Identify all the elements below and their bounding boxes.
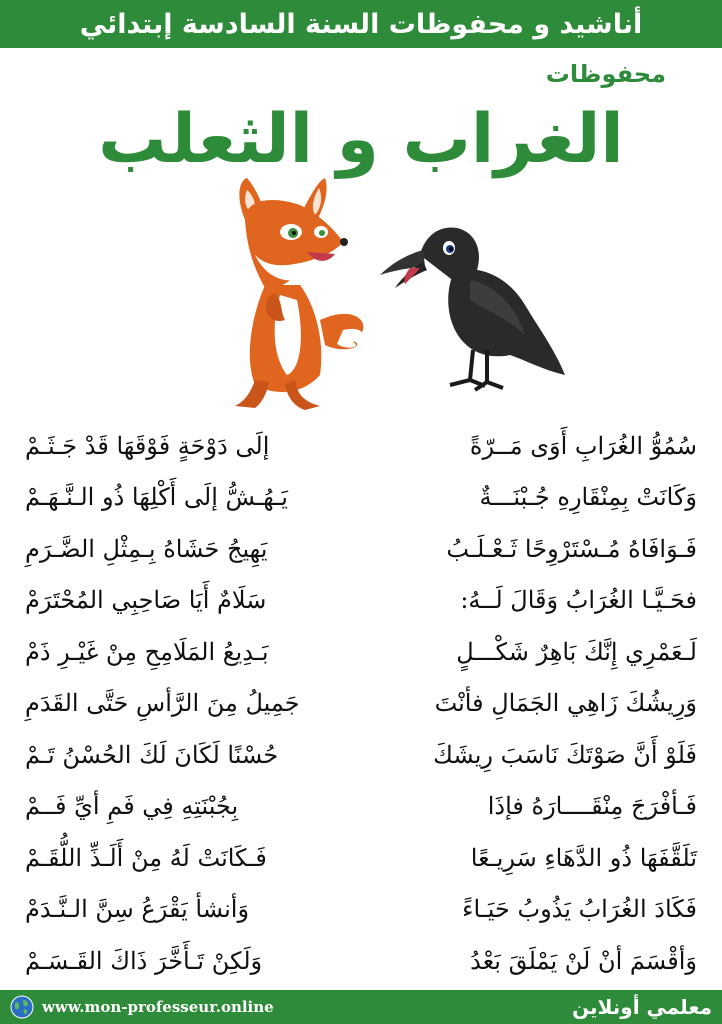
category-label: محفوظات [545, 60, 666, 88]
globe-icon [10, 995, 34, 1019]
footer-bar [0, 990, 722, 1024]
verse [25, 526, 697, 571]
verse-first-hemistich: وَرِيشُكَ زَاهِي الجَمَالِ فأنْتَ [434, 689, 697, 717]
verse [25, 784, 697, 829]
verse-second-hemistich: جَمِيلُ مِنَ الرَّأسِ حَتَّى القَدَمِ [25, 689, 300, 717]
verse-second-hemistich: سَلَامٌ أَيَا صَاحِبِي المُحْتَرَمْ [25, 586, 267, 614]
verse-second-hemistich: بِجُبْنَتِهِ فِي فَمِ أيِّ فَــمْ [25, 792, 239, 820]
verse-first-hemistich: فَكَادَ الغُرَابُ يَذُوبُ حَيَـاءً [462, 895, 697, 923]
verse [25, 475, 697, 520]
verse-first-hemistich: لَـعَمْرِي إِنَّكَ بَاهِرٌ شَكْـــلٍ [456, 637, 697, 666]
verse [25, 887, 697, 932]
top-banner [0, 0, 722, 48]
illustration [225, 170, 570, 415]
banner-text: أناشيد و محفوظات السنة السادسة إبتدائي [79, 8, 643, 40]
verse-first-hemistich: فَـوَافَاهُ مُـسْتَرْوِحًا ثَـعْـلَـبُ [446, 534, 697, 563]
verse [25, 938, 697, 983]
page-title: الغراب و الثعلب [98, 100, 624, 179]
verse-first-hemistich: فَـأفْرَجَ مِنْقَــــارَهُ فإذَا [487, 792, 697, 820]
verse-first-hemistich: تَلَقَّفَهَا ذُو الدَّهَاءِ سَرِيـعًا [470, 843, 697, 872]
verse-first-hemistich: وَكَانَتْ بِمِنْقَارِهِ جُـبْنَـــةٌ [479, 483, 697, 511]
verse-second-hemistich: يَـهُـشُّ إلَى أَكْلِهَا ذُو الـنَّـهَـمْ [25, 483, 288, 511]
verse-first-hemistich: فَلَوْ أَنَّ صَوْتَكَ نَاسَبَ رِيشَكَ [433, 740, 697, 769]
verse-second-hemistich: فَـكَانَتْ لَهُ مِنْ أَلَـذِّ اللُّقَـمْ [25, 843, 267, 872]
verse-first-hemistich: فحَـيَّـا الغُرَابُ وَقَالَ لَــهُ: [460, 586, 697, 614]
verse-second-hemistich: إلَى دَوْحَةٍ فَوْقَهَا قَدْ جَـثَـمْ [25, 431, 270, 460]
verse [25, 423, 697, 468]
verse [25, 629, 697, 674]
verse [25, 681, 697, 726]
crow-illustration [380, 227, 565, 390]
verse-second-hemistich: وَلَكِنْ تَـأَخَّرَ ذَاكَ القَـسَـمْ [25, 946, 263, 975]
website-link[interactable] [10, 995, 274, 1019]
poem [25, 423, 697, 983]
verse [25, 732, 697, 777]
verse [25, 835, 697, 880]
website-url: www.mon-professeur.online [42, 998, 274, 1016]
verse-first-hemistich: وَأقْسَمَ أنْ لَنْ يَمْلَقَ بَعْدُ [470, 946, 697, 975]
fox-illustration [235, 178, 363, 410]
verse-first-hemistich: سُمُوُّ الغُرَابِ أَوَى مَــرّةً [469, 431, 697, 460]
brand-name: معلمي أونلاين [572, 995, 712, 1019]
verse-second-hemistich: حُسْنًا لَكَانَ لَكَ الحُسْنُ تَـمْ [25, 740, 279, 769]
verse-second-hemistich: بَـدِيعُ المَلَامِحِ مِنْ غَيْـرِ ذَمْ [25, 637, 269, 666]
verse [25, 578, 697, 623]
verse-second-hemistich: وَأنشأ يَقْرَعُ سِنَّ الـنَّـدَمْ [25, 895, 250, 923]
verse-second-hemistich: يَهِيجُ حَشَاهُ بِـمِثْلِ الضَّـرَمِ [25, 534, 268, 563]
